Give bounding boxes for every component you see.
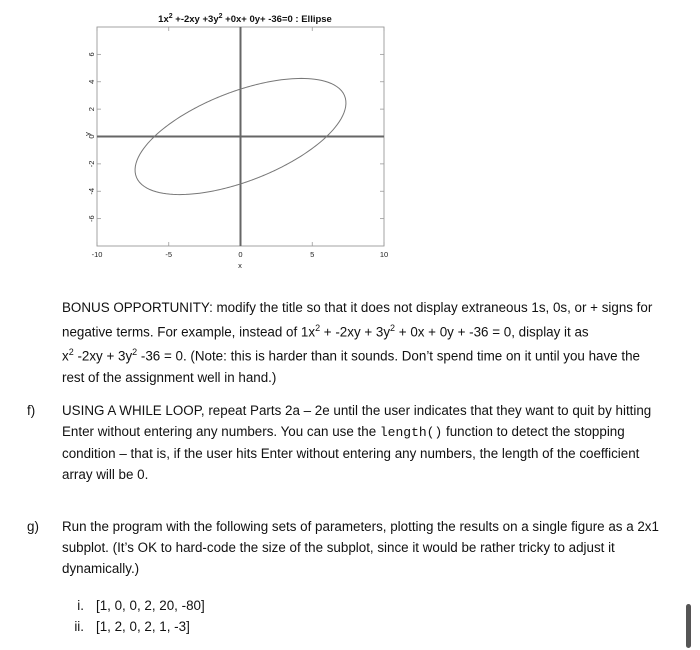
list-item-number: ii.	[74, 619, 84, 634]
bonus-line-4: rest of the assignment well in hand.)	[62, 369, 277, 385]
vertical-scrollbar[interactable]	[686, 604, 691, 648]
y-tick-label: 4	[87, 79, 96, 84]
bonus-sup-1: 2	[315, 323, 321, 333]
list-item-number: i.	[77, 598, 84, 613]
bonus-line-2c: + 0x + 0y + -36 = 0, display it as	[395, 324, 589, 340]
part-g-line-1: Run the program with the following sets of parameters, plotting the results on a single figure as a 2x1	[62, 519, 659, 534]
list-item	[50, 616, 190, 637]
part-g-label: g)	[27, 519, 39, 534]
x-tick-label: -10	[91, 250, 103, 259]
x-tick-label: 0	[238, 250, 243, 259]
part-g-paragraph	[62, 516, 659, 579]
y-axis-label: y	[83, 132, 92, 136]
bonus-line-3b: -2xy + 3y	[73, 348, 133, 364]
y-tick-label: 6	[87, 52, 96, 57]
y-tick-label: -6	[87, 215, 96, 222]
part-f-label: f)	[27, 403, 36, 418]
x-tick-label: 10	[379, 250, 389, 259]
x-tick-label: 5	[310, 250, 315, 259]
bonus-line-3c: -36 = 0. (Note: this is harder than it sounds. Don’t spend time on it until you have the	[137, 348, 640, 364]
part-f-line-4: array will be 0.	[62, 467, 149, 482]
part-f-line-2a: Enter without entering any numbers. You can use the	[62, 424, 380, 439]
bonus-line-3a: x	[62, 348, 69, 364]
length-code: length()	[379, 425, 443, 440]
y-tick-label: 2	[87, 107, 96, 112]
bonus-line-2b: + -2xy + 3y	[320, 324, 391, 340]
bonus-paragraph	[62, 297, 652, 388]
part-f-paragraph	[62, 400, 651, 485]
list-item	[50, 595, 205, 616]
bonus-line-1: BONUS OPPORTUNITY: modify the title so that it does not display extraneous 1s, 0s, or + signs for	[62, 300, 653, 315]
bonus-sup-4: 2	[132, 347, 138, 358]
x-axis-label: x	[238, 261, 242, 270]
bonus-sup-3: 2	[68, 347, 74, 358]
ellipse-figure	[0, 0, 420, 280]
part-g-line-3: dynamically.)	[62, 561, 140, 576]
y-tick-label: -2	[87, 160, 96, 168]
list-item-text: [1, 2, 0, 2, 1, -3]	[96, 619, 190, 634]
y-tick-label: 0	[87, 134, 96, 139]
list-item-text: [1, 0, 0, 2, 20, -80]	[96, 598, 205, 613]
bonus-line-2a: negative terms. For example, instead of 1x	[62, 324, 316, 340]
bonus-sup-2: 2	[390, 323, 396, 333]
part-g-line-2: subplot. (It’s OK to hard-code the size of the subplot, since it would be rather tricky to adjust it	[62, 540, 615, 555]
chart-title: $1x^2 +-2xy +3y^2 +0x+ 0y+ -36=0$ : Ellipse	[158, 13, 332, 25]
y-tick-label: -4	[87, 187, 96, 195]
x-tick-label: -5	[165, 250, 173, 259]
part-f-line-1: USING A WHILE LOOP, repeat Parts 2a – 2e until the user indicates that they want to quit by hitting	[62, 403, 652, 418]
part-f-line-2b: function to detect the stopping	[442, 424, 625, 439]
part-f-line-3: condition – that is, if the user hits Enter without entering any numbers, the length of the coefficient	[62, 446, 640, 461]
